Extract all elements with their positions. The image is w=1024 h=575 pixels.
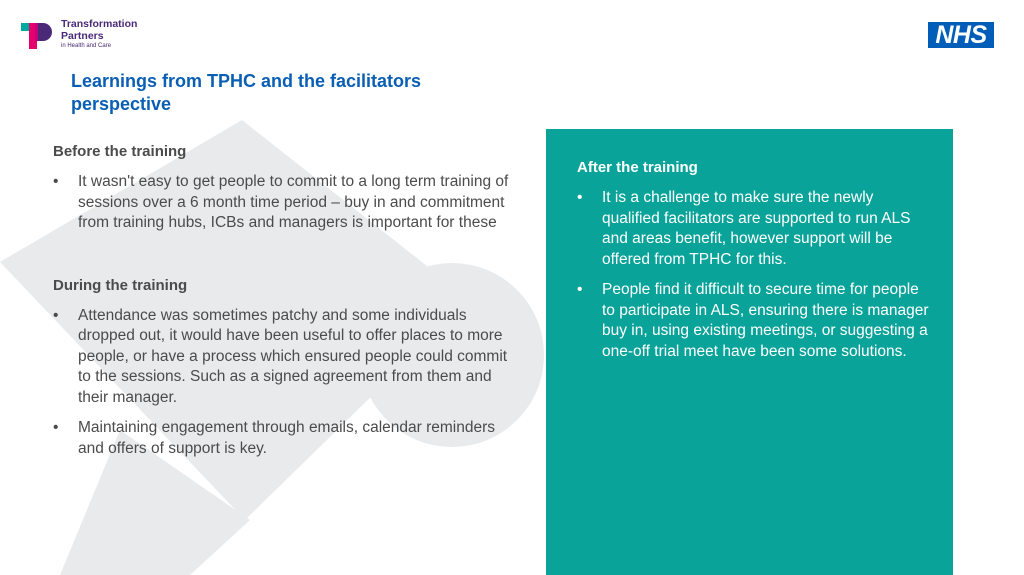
- bullet-icon: •: [577, 281, 583, 298]
- logo-line-3: in Health and Care: [61, 43, 112, 49]
- list-item: [53, 172, 523, 234]
- list-item: [53, 418, 523, 459]
- bullet-icon: •: [53, 419, 59, 436]
- before-list: [53, 172, 523, 234]
- tp-logo-icon: [21, 20, 57, 50]
- list-item: [577, 188, 933, 270]
- during-heading: During the training: [53, 276, 188, 294]
- bullet-text: It is a challenge to make sure the newly qualified facilitators are supported to run ALS and areas benefit, however support will be offered from TPHC for this.: [602, 189, 911, 268]
- transformation-partners-logo: [21, 19, 146, 51]
- during-list: [53, 306, 523, 460]
- logo-line-1: Transformation: [61, 18, 138, 30]
- tp-logo-wordmark: [61, 19, 137, 50]
- logo-line-2: Partners: [61, 29, 104, 42]
- bullet-icon: •: [577, 189, 583, 206]
- before-section: [53, 142, 523, 234]
- page-title: Learnings from TPHC and the facilitators perspective: [71, 71, 422, 114]
- during-section: [53, 276, 523, 460]
- list-item: [577, 280, 933, 362]
- bullet-icon: •: [53, 306, 59, 324]
- left-column: [53, 142, 523, 459]
- bullet-text: Maintaining engagement through emails, calendar reminders and offers of support is key.: [78, 419, 496, 457]
- before-heading: Before the training: [53, 143, 187, 160]
- bullet-icon: •: [53, 173, 59, 190]
- after-list: [577, 188, 933, 362]
- bullet-text: People find it difficult to secure time for people to participate in ALS, ensuring there is manager buy in, using existing meetings, or suggesting a one-off trial meet have been some solutions.: [602, 281, 929, 360]
- after-training-panel: [546, 129, 953, 575]
- list-item: [53, 306, 523, 409]
- nhs-logo: NHS: [928, 22, 994, 48]
- bullet-text: Attendance was sometimes patchy and some individuals dropped out, it would have been useful to offer places to more people, or have a process which ensured people could commit to the sessions. Such as a signed agreement from them and their manager.: [78, 306, 508, 406]
- after-heading: After the training: [577, 159, 698, 176]
- bullet-text: It wasn't easy to get people to commit to a long term training of sessions over a 6 month time period – buy in and commitment from training hubs, ICBs and managers is important for these: [78, 173, 509, 231]
